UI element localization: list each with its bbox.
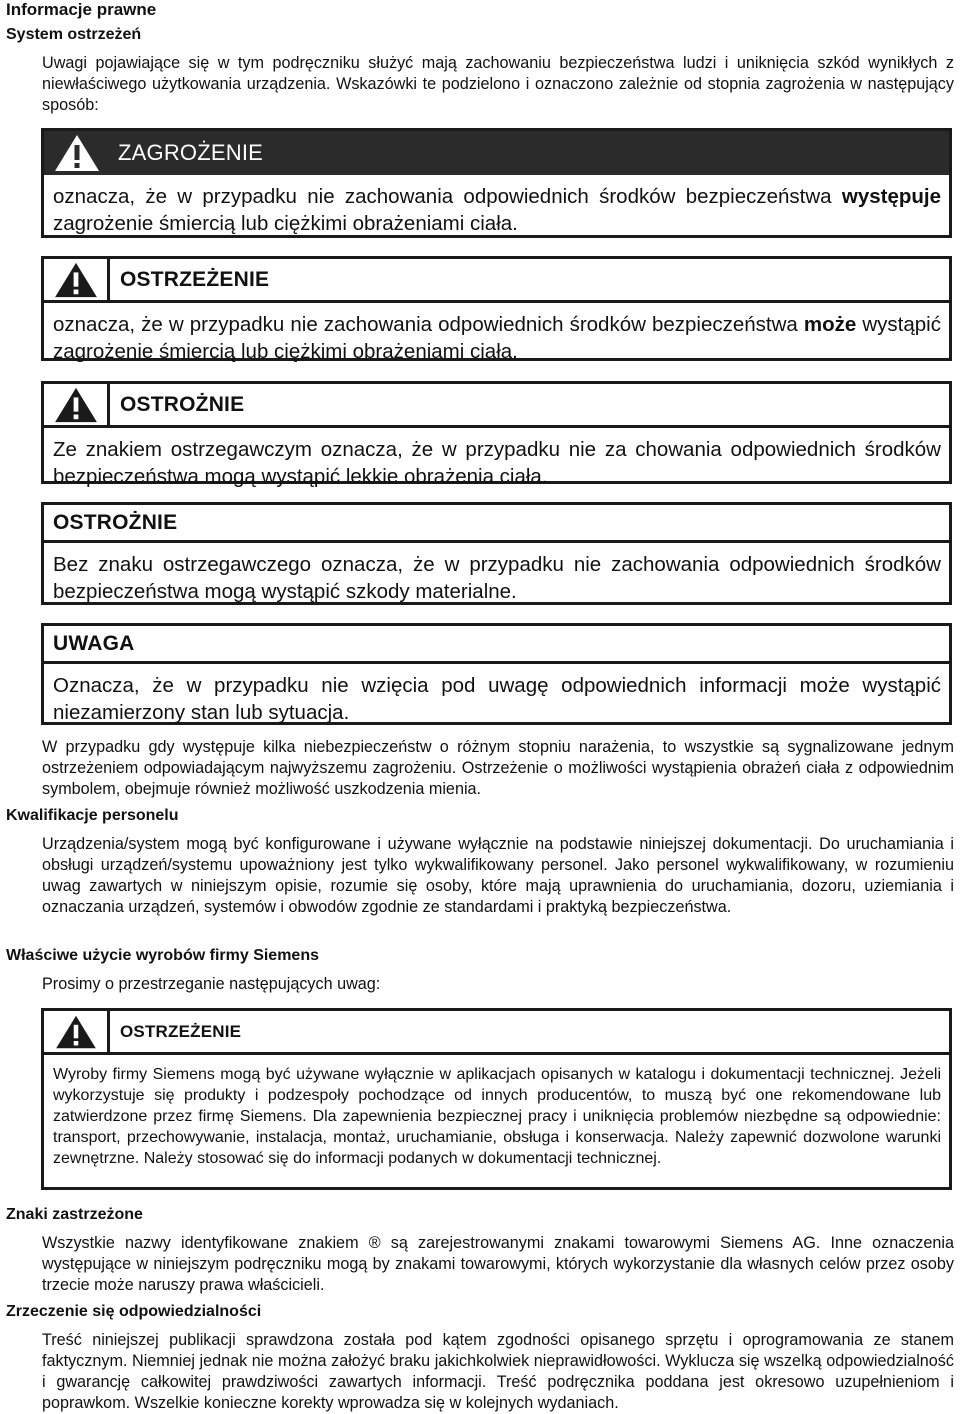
danger-text: oznacza, że w przypadku nie zachowania odpowiednich środków bezpieczeństwa występuje zagrożenie śmiercią lub ciężkimi obrażeniami ciała. (53, 185, 941, 235)
warning-triangle-icon (53, 261, 99, 299)
caution-symbol-notice-box (41, 381, 952, 488)
warning-label: OSTRZEŻENIE (120, 267, 270, 291)
warning-header (44, 259, 949, 303)
multi-hazard-paragraph: W przypadku gdy występuje kilka niebezpieczeństw o różnym stopniu narażenia, to wszystkie są sygnalizowane jednym ostrzeżeniem odpowiadającym najwyższemu zagrożeniu. Ostrzeżenie o możliwości wystąpienia obrażeń ciała z odpowiednim symbolem, obejmuje również możliwość uszkodzenia mienia. (42, 738, 954, 798)
proper-use-intro: Prosimy o przestrzeganie następujących uwag: (42, 975, 381, 993)
heading-disclaimer: Zrzeczenie się odpowiedzialności (6, 1303, 262, 1320)
siemens-warning-text: Wyroby firmy Siemens mogą być używane wyłącznie w aplikacjach opisanych w katalogu i dokumentacji technicznej. Jeżeli wykorzystuje się produkty i podzespoły pochodzące od innych producentów, to muszą być one rekomendowane lub zatwierdzone przez firmę Siemens. Dla zapewnienia bezpiecznej pracy i uniknięcia problemów niezbędne są odpowiednie: transport, przechowywanie, instalacja, montaż, uruchamianie, obsługa i konserwacja. Należy zapewnić dozwolone warunki zewnętrzne. Należy stosować się do informacji podanych w dokumentacji technicznej. (53, 1066, 941, 1167)
heading-qualified-personnel: Kwalifikacje personelu (6, 807, 179, 824)
siemens-warning-box (41, 1008, 952, 1190)
caution-plain-text: Bez znaku ostrzegawczego oznacza, że w przypadku nie zachowania odpowiednich środków bezpieczeństwa mogą wystąpić szkody materialne. (53, 553, 941, 603)
danger-notice-box (41, 128, 952, 238)
heading-proper-use: Właściwe użycie wyrobów firmy Siemens (6, 947, 319, 964)
page-title: Informacje prawne (6, 0, 157, 19)
caution-symbol-text: Ze znakiem ostrzegawczym oznacza, że w przypadku nie za chowania odpowiednich środków bezpieczeństwa mogą wystąpić lekkie obrażenia ciała. (53, 438, 941, 488)
notice-text: Oznacza, że w przypadku nie wzięcia pod uwagę odpowiednich informacji może wystąpić niezamierzony stan lub sytuacja. (53, 674, 941, 724)
caution-plain-header (44, 505, 949, 543)
warning-triangle-icon (54, 1014, 98, 1050)
heading-warning-system: System ostrzeżeń (6, 26, 142, 43)
qualified-personnel-text: Urządzenia/system mogą być konfigurowane i używane wyłącznie na podstawie niniejszej dokumentacji. Do uruchamiania i obsługi urządzeń/systemu upoważniony jest tylko wykwalifikowany personel. Jako personel wykwalifikowany, w rozumieniu uwag zawartych w niniejszym opisie, rozumie się osoby, które mają uprawnienia do uruchamiania, dozoru, uziemiania i oznaczania urządzeń, systemów i obwodów zgodnie ze standardami i praktyką bezpieczeństwa. (42, 835, 954, 916)
heading-trademarks: Znaki zastrzeżone (6, 1206, 143, 1223)
caution-symbol-label: OSTROŻNIE (120, 392, 245, 416)
notice-box (41, 623, 952, 725)
caution-plain-notice-box (41, 502, 952, 605)
siemens-warning-header (44, 1011, 949, 1055)
danger-header (44, 131, 949, 175)
danger-label: ZAGROŻENIE (118, 140, 264, 165)
siemens-warning-label: OSTRZEŻENIE (120, 1021, 242, 1041)
warning-triangle-icon (53, 133, 101, 173)
trademarks-text: Wszystkie nazwy identyfikowane znakiem ® są zarejestrowanymi znakami towarowymi Siemens AG. Inne oznaczenia występujące w niniejszym podręczniku mogą by znakami towarowymi, których wykorzystanie dla własnych celów przez osoby trzecie może naruszy prawa właścicieli. (42, 1234, 954, 1294)
warning-notice-box (41, 256, 952, 361)
caution-plain-label: OSTROŻNIE (53, 510, 178, 534)
notice-header (44, 626, 949, 664)
warning-text: oznacza, że w przypadku nie zachowania odpowiednich środków bezpieczeństwa może wystąpić zagrożenie śmiercią lub ciężkimi obrażeniami ciała. (53, 313, 941, 363)
disclaimer-text: Treść niniejszej publikacji sprawdzona została pod kątem zgodności opisanego sprzętu i oprogramowania ze stanem faktycznym. Niemniej jednak nie można założyć braku jakichkolwiek nieprawidłowości. Wyklucza się wszelką odpowiedzialność i gwarancję całkowitej prawdziwości zawartych informacji. Treść podręcznika poddana jest okresowo uzupełnieniom i poprawkom. Wszelkie konieczne korekty wprowadza się w kolejnych wydaniach. (42, 1331, 954, 1412)
caution-symbol-header (44, 384, 949, 428)
warning-system-intro: Uwagi pojawiające się w tym podręczniku służyć mają zachowaniu bezpieczeństwa ludzi i uniknięcia szkód wynikłych z niewłaściwego użytkowania urządzenia. Wskazówki te podzielono i oznaczono zależnie od stopnia zagrożenia w następujący sposób: (42, 54, 954, 114)
notice-label: UWAGA (53, 631, 135, 655)
warning-triangle-icon (53, 386, 99, 424)
